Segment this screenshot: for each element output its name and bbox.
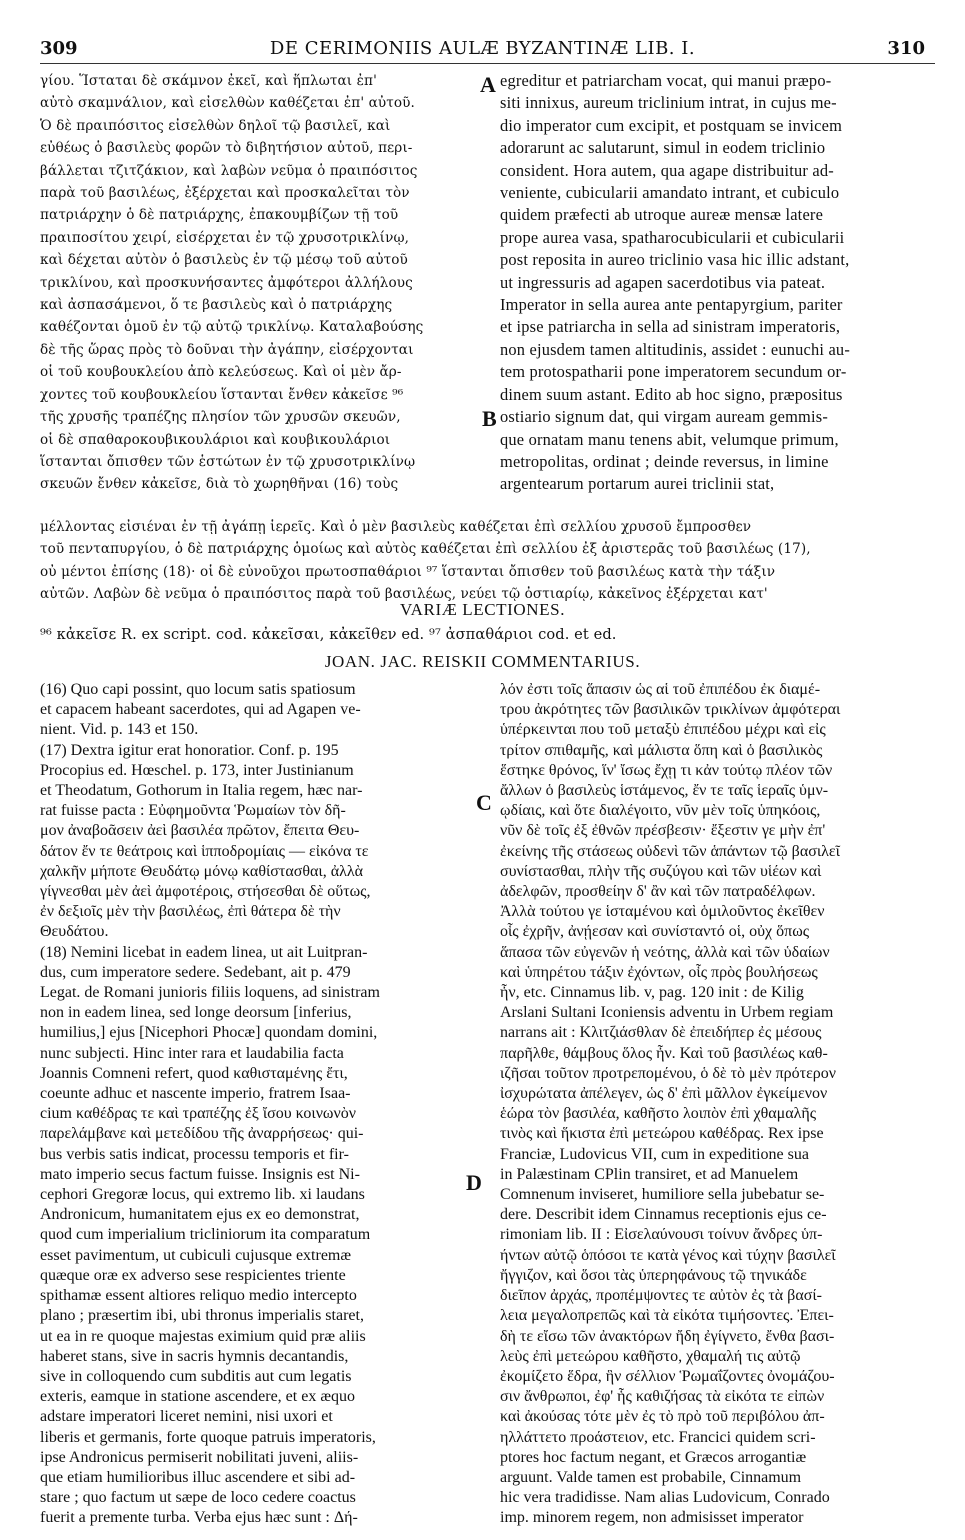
commentary-line: συνίστασθαι, πλὴν τῆς συζύγου καὶ τῶν υἱέων καὶ <box>500 862 822 880</box>
margin-marker-b: B <box>482 406 497 431</box>
latin-text-line: metropolitas, ordinat ; deinde reversus, in limine <box>500 451 829 471</box>
commentary-line: bus verbis satis indicat, processu temporis et fir- <box>40 1145 349 1163</box>
commentary-line: haberet stans, sive in sacris hymnis decantandis, <box>40 1347 349 1365</box>
commentary-left-column <box>40 680 480 1529</box>
commentary-line: οἷς ἐχρῆν, ἀνῄεσαν καὶ συνίσταντό οἱ, οὐχ ὅπως <box>500 923 810 941</box>
latin-text-line: ostiario signum dat, qui virgam auream gemmis- <box>500 407 829 427</box>
greek-full-width-text <box>40 516 930 606</box>
commentary-line: (16) Quo capi possint, quo locum satis spatiosum <box>40 681 356 698</box>
commentary-line: Arslani Sultani Iconiensis adventu in Urbem regiam <box>500 1004 834 1022</box>
latin-text-line: que ornatam manu tenens abit, velumque primum, <box>500 429 839 449</box>
commentary-line: cephori Gregoræ locus, qui extremo lib. xi laudans <box>40 1186 365 1204</box>
latin-translation-column <box>500 70 930 496</box>
variant-readings: ⁹⁶ κἀκεῖσε R. ex script. cod. κἀκεῖσαι, κἀκεῖθεν ed. ⁹⁷ ἀσπαθάριοι cod. et ed. <box>40 626 617 643</box>
greek-text-column <box>40 70 480 496</box>
greek-text-line: παρὰ τοῦ βασιλέως, ἐξέρχεται καὶ προσκαλεῖται τὸν <box>40 185 410 202</box>
commentary-line: λεὺς ἐπὶ μετεώρου καθῆστο, χθαμαλή τις αὐτῷ <box>500 1347 801 1365</box>
greek-text-line: πατριάρχην ὁ δὲ πατριάρχης, ἐπακουμβίζων τῇ τοῦ <box>40 207 399 224</box>
greek-text-line: χοντες τοῦ κουβουκλείου ἵστανται ἔνθεν κἀκεῖσε ⁹⁶ <box>40 386 404 403</box>
commentary-line: ὑπέρκεινται που τοῦ μεταξὺ ἐπιπέδου μέχρι καὶ εἰς <box>500 721 826 739</box>
variae-lectiones-heading: VARIÆ LECTIONES. <box>399 600 566 619</box>
commentary-line: et capacem habeant sacerdotes, qui ad Agapen ve- <box>40 701 361 719</box>
greek-full-line: οὐ μέντοι ἐπίσης (18)· οἱ δὲ εὐνοῦχοι πρωτοσπαθάριοι ⁹⁷ ἵστανται ὄπισθεν τοῦ βασιλέως κατὰ τὴν τάξιν <box>40 563 776 580</box>
commentary-line: cium καθέδρας τε καὶ τραπέζης ἐξ ἴσου κοινωνὸν <box>40 1105 356 1123</box>
commentary-line: plano ; præsertim ibi, ubi thronus imperialis staret, <box>40 1307 364 1325</box>
commentary-line: Franciæ, Ludovicus VII, cum in expeditione sua <box>500 1145 809 1163</box>
margin-marker-a: A <box>480 72 496 97</box>
commentary-line: coeunte adhuc et nascente imperio, fratrem Isaa- <box>40 1085 351 1103</box>
greek-text-line: αὐτὸ σκαμνάλιον, καὶ εἰσελθὼν καθέζεται ἐπ' αὐτοῦ. <box>40 95 415 112</box>
commentary-line: ῳδίαις, καὶ ὅτε διαλέγοιτο, νῦν μὲν τοῖς ὑπηκόοις, <box>500 802 821 820</box>
commentary-line: hic vera tradidisse. Nam alias Ludovicum, Conrado <box>500 1489 830 1507</box>
commentary-line: quod cum imperialium tricliniorum ita comparatum <box>40 1226 371 1244</box>
commentary-line: dus, cum imperatore sedere. Sedebant, ait p. 479 <box>40 963 351 981</box>
commentary-line: ἕστηκε θρόνος, ἵν' ἴσως ἔχῃ τι κἀν τούτῳ πλέον τῶν <box>500 761 833 779</box>
margin-marker-c: C <box>476 790 492 815</box>
commentary-line: χαλκῆν μήποτε Θευδάτῳ μόνῳ καθίστασθαι, ἀλλὰ <box>40 862 363 880</box>
commentary-line: Ἀλλὰ τούτου γε ἱσταμένου καὶ ὁμιλοῦντος ἐκεῖθεν <box>500 903 825 921</box>
commentary-line: καὶ ὑπηρέτου τάξιν ἐχόντων, οἷς πρὸς βουλήσεως <box>500 963 818 981</box>
header-rule <box>40 63 935 64</box>
latin-text-line: veniente, cubicularii amandato intrant, et cubiculo <box>500 183 840 203</box>
commentary-line: Comnenum inviseret, humiliore sella jubebatur se- <box>500 1186 825 1204</box>
greek-text-line: σκευῶν ἔνθεν κἀκεῖσε, διὰ τὸ χωρηθῆναι (16) τοὺς <box>40 476 399 493</box>
commentary-line: liberis et germanis, forte quoque patruis imperatoris, <box>40 1428 376 1446</box>
commentary-line: δάτον ἔν τε θεάτροις καὶ ἱπποδρομίαις — εἰκόνα τε <box>40 842 369 860</box>
greek-full-line: τοῦ πενταπυργίου, ὁ δὲ πατριάρχης ὁμοίως καὶ αὐτὸς καθέζεται ἐπὶ σελλίου ἐξ ἀριστερᾶς τοῦ βασιλέως (17), <box>40 541 811 558</box>
commentary-line: Legat. de Romani junioris filiis loquens, ad sinistram <box>40 984 380 1002</box>
commentary-line: τινὸς καὶ ἥκιστα ἐπὶ μετεώρου καθέδρας. Rex ipse <box>500 1125 824 1143</box>
commentary-heading: JOAN. JAC. REISKII COMMENTARIUS. <box>324 652 641 671</box>
commentary-line: esset pavimentum, ut cubiculi cujusque extremæ <box>40 1246 352 1264</box>
commentary-line: ut ea in re quoque majestas eximium quid præ aliis <box>40 1327 366 1345</box>
latin-text-line: adorarunt ac salutarunt, simul in eodem triclinio <box>500 138 826 158</box>
commentary-line: non in eadem linea, sed longe deorsum [inferius, <box>40 1004 352 1022</box>
commentary-line: Θευδάτου. <box>40 923 109 941</box>
commentary-line: ἐν δεξιοῖς μὲν τὴν βασιλέως, ἐπὶ θάτερα δὲ τὴν <box>40 903 341 921</box>
latin-text-line: prope aurea vasa, spatharocubicularii et cubicularii <box>500 227 845 247</box>
commentary-line: ἅπασα τῶν εὐγενῶν ἡ νεότης, ἀλλὰ καὶ τῶν ὑδαίων <box>500 943 830 961</box>
latin-text-line: post reposita in aureo triclinio vasa hic illic adstant, <box>500 250 850 270</box>
commentary-line: Andronicum, humanitatem ejus ex eo demonstrat, <box>40 1206 360 1224</box>
commentary-line: ἑώρα τὸν βασιλέα, καθῆστο λοιπὸν ἐπὶ χθαμαλῆς <box>500 1105 817 1123</box>
latin-text-line: egreditur et patriarcham vocat, qui manui præpo- <box>500 71 832 90</box>
commentary-line: λεια μεγαλοπρεπῶς καὶ τὰ εἰκότα τιμήσοντες. Ἐπει- <box>500 1307 834 1325</box>
greek-text-line: τῆς χρυσῆς τραπέζης πλησίον τῶν χρυσῶν σκευῶν, <box>40 409 401 426</box>
commentary-line: (18) Nemini licebat in eadem linea, ut ait Luitpran- <box>40 943 368 961</box>
commentary-line: ἐκομίζετο ἕδρα, ἣν σέλλιον Ῥωμαΐζοντες ὀνομάζου- <box>500 1367 835 1385</box>
commentary-line: rimoniam lib. II : Εἰσελαύνουσι τοίνυν ἄνδρες ὑπ- <box>500 1226 823 1244</box>
greek-text-line: καθέζονται ὁμοῦ ἐν τῷ αὐτῷ τρικλίνῳ. Καταλαβούσης <box>40 319 424 336</box>
latin-text-line: quidem præfecti ab utroque aureæ mensæ latere <box>500 205 824 225</box>
commentary-line: ptores hoc factum negant, et Græcos arrogantiæ <box>500 1448 807 1466</box>
latin-text-line: dio imperator cum excipit, et postquam se invicem <box>500 115 843 135</box>
latin-text-line: consident. Hora autem, qua agape distribuitur ad- <box>500 160 834 180</box>
greek-text-line: πραιποσίτου χειρί, εἰσέρχεται ἐν τῷ χρυσοτρικλίνῳ, <box>40 229 410 246</box>
latin-text-line: ut ingressuris ad agapen sacerdotibus via pateat. <box>500 272 826 292</box>
commentary-line: imp. minorem regem, non admisisset imperator <box>500 1509 804 1527</box>
commentary-line: fuerit a premente turba. Verba ejus hæc sunt : Δή- <box>40 1509 358 1527</box>
greek-full-line: αὐτῶν. Λαβὼν δὲ νεῦμα ὁ πραιπόσιτος παρὰ τοῦ βασιλέως, νεύει τῷ ὀστιαρίῳ, κἀκεῖνος ἐξέρχεται κατ' <box>40 586 768 603</box>
commentary-line: sive in colloquendo cum subditis aut cum legatis <box>40 1367 352 1385</box>
commentary-line: ηλλάττετο προάστειον, etc. Francici quidem scri- <box>500 1428 816 1446</box>
commentary-line: que etiam humilioribus illuc ascendere et sibi ad- <box>40 1468 356 1486</box>
greek-text-line: οἱ τοῦ κουβουκλείου ἀπὸ κελεύσεως. Καὶ οἱ μὲν ἄρ- <box>40 364 402 381</box>
commentary-line: τρου ἀκρότητες τῶν βασιλικῶν τρικλίνων ἀμφότεραι <box>500 701 841 719</box>
commentary-line: μον ἀναβοᾶσειν ἀεὶ βασιλέα πρῶτον, ἔπειτα Θευ- <box>40 822 360 840</box>
commentary-line: narrans ait : Κλιτζιάσθλαν δὲ ἐπειδήπερ ἐς μέσους <box>500 1024 822 1042</box>
greek-text-line: Ὁ δὲ πραιπόσιτος εἰσελθὼν δηλοῖ τῷ βασιλεῖ, καὶ <box>40 117 391 134</box>
commentary-line: stare ; quo factum ut sæpe de loco cedere coactus <box>40 1489 356 1507</box>
greek-full-line: μέλλοντας εἰσιέναι ἐν τῇ ἀγάπῃ ἱερεῖς. Καὶ ὁ μὲν βασιλεὺς καθέζεται ἐπὶ σελλίου χρυσοῦ ἔμπροσθεν <box>40 519 752 535</box>
greek-text-line: ἵστανται ὄπισθεν τῶν ἑστώτων ἐν τῷ χρυσοτρικλίνῳ <box>40 453 416 470</box>
page-number-left: 309 <box>40 38 78 59</box>
latin-text-line: et ipse patriarcha in sella ad sinistram imperatoris, <box>500 317 841 337</box>
latin-text-line: dinem suum astant. Edito ab hoc signo, præpositus <box>500 384 843 404</box>
greek-text-line: τρικλίνου, καὶ προσκυνήσαντες ἀμφότεροι ἀλλήλους <box>40 274 413 291</box>
commentary-line: mato imperio secus factum fuisse. Insignis est Ni- <box>40 1165 360 1183</box>
commentary-right-column <box>500 680 930 1529</box>
commentary-line: ἀδελφῶν, προσθείην δ' ἂν καὶ τῶν πατραδέλφων. <box>500 883 816 901</box>
commentary-line: rat fuisse pacta : Εὐφημοῦντα Ῥωμαίων τὸν δῆ- <box>40 802 346 820</box>
commentary-line: nunc subjecti. Hinc inter rara et laudabilia facta <box>40 1044 344 1062</box>
commentary-line: adstare imperatori liceret nemini, nisi uxori et <box>40 1408 333 1426</box>
latin-text-line: non ejusdem tamen altitudinis, assidet : eunuchi au- <box>500 339 850 359</box>
commentary-line: λόν ἐστι τοῖς ἅπασιν ὡς αἱ τοῦ ἐπιπέδου ἐκ διαμέ- <box>500 681 821 698</box>
page-number-right: 310 <box>887 38 925 59</box>
commentary-line: ipse Andronicus permiserit nobilitati juveni, aliis- <box>40 1448 359 1466</box>
commentary-line: ἰσχυρώτατα ἀπέλεγεν, ὡς δ' ἐπὶ μᾶλλον ἐγκείμενον <box>500 1085 828 1103</box>
commentary-line: et Theodatum, Gothorum in Italia regem, hæc nar- <box>40 782 363 800</box>
commentary-line: dere. Describit idem Cinnamus receptionis ejus ce- <box>500 1206 827 1224</box>
greek-text-line: καὶ δέχεται αὐτὸν ὁ βασιλεὺς ἐν τῷ μέσῳ τοῦ αὐτοῦ <box>40 252 408 269</box>
commentary-line: νῦν δὲ τοῖς ἐξ ἐθνῶν πρέσβεσιν· ἔξεστιν γε μὴν ἐπ' <box>500 822 826 840</box>
commentary-line: ήντων αὐτῷ ὁπόσοι τε κατὰ γένος καὶ τύχην βασιλεῖ <box>500 1246 836 1264</box>
latin-text-line: tem protospatharii pone imperatorem secundum or- <box>500 362 847 382</box>
commentary-line: δὴ τε εἴσω τῶν ἀνακτόρων ἤδη ἐγίγνετο, ἔνθα βασι- <box>500 1327 835 1345</box>
running-title: DE CERIMONIIS AULÆ BYZANTINÆ LIB. I. <box>269 38 696 59</box>
commentary-line: καὶ ἀκούσας τότε μὲν ἐς τὸ πρὸ τοῦ περιβόλου ἀπ- <box>500 1408 825 1426</box>
commentary-line: ἦν, etc. Cinnamus lib. v, pag. 120 init : de Kilig <box>500 984 804 1002</box>
latin-text-line: siti innixus, aureum triclinium intrat, in cujus me- <box>500 93 837 113</box>
commentary-line: arguunt. Valde tamen est probabile, Cinnamum <box>500 1468 802 1486</box>
commentary-line: ἐκείνης τῆς στάσεως οὐδενὶ τῶν ἁπάντων τῷ βασιλεῖ <box>500 842 840 860</box>
commentary-line: humilius,] ejus [Nicephori Phocæ] quondam domini, <box>40 1024 378 1042</box>
commentary-line: ἄλλων ὁ βασιλεὺς ἱστάμενος, ἔν τε ταῖς ἱεραῖς ὑμν- <box>500 782 829 800</box>
greek-text-line: δὲ τῆς ὥρας πρὸς τὸ δοῦναι τὴν ἀγάπην, εἰσέρχονται <box>40 341 414 358</box>
greek-text-line: εὐθέως ὁ βασιλεὺς φορῶν τὸ διβητήσιον αὐτοῦ, περι- <box>40 140 413 157</box>
greek-text-line: γίου. Ἵσταται δὲ σκάμνον ἐκεῖ, καὶ ἥπλωται ἐπ' <box>40 73 377 89</box>
commentary-line: γίγνεσθαι μὲν ἀεὶ ἀμφοτέροις, στήσεσθαι δὲ οὕτως, <box>40 883 371 901</box>
greek-text-line: καὶ ἀσπασάμενοι, ὅ τε βασιλεὺς καὶ ὁ πατριάρχης <box>40 297 393 314</box>
commentary-line: quæque oræ ex adverso sese respicientes triente <box>40 1266 346 1284</box>
margin-marker-d: D <box>466 1170 482 1195</box>
commentary-line: σιν ἄνθρωποι, ἐφ' ἧς καθιζήσας τὰ εἰκότα τε εἰπὼν <box>500 1388 825 1406</box>
commentary-line: (17) Dextra igitur erat honoratior. Conf. p. 195 <box>40 741 339 759</box>
latin-text-line: argentearum portarum aurei triclinii stat, <box>500 474 775 494</box>
commentary-line: παρελάμβανε καὶ μετεδίδου τῆς ἀναρρήσεως· qui- <box>40 1125 364 1143</box>
commentary-line: τρίτον σπιθαμῆς, καὶ μάλιστα ὅπη καὶ ὁ βασιλικὸς <box>500 741 823 759</box>
commentary-line: διεῖπον ἀρχάς, προπέμψοντες τε αὐτὸν ἐς τὰ βασί- <box>500 1287 822 1305</box>
commentary-line: Joannis Comneni refert, quod καθισταμένης ἔτι, <box>40 1064 348 1082</box>
latin-text-line: Imperator in sella aurea ante pentapyrgium, pariter <box>500 295 843 315</box>
commentary-line: spithamæ essent altiores reliquo medio intercepto <box>40 1287 357 1305</box>
commentary-line: παρῆλθε, θάμβους ὅλος ἦν. Καὶ τοῦ βασιλέως καθ- <box>500 1044 828 1062</box>
greek-text-line: οἱ δὲ σπαθαροκουβικουλάριοι καὶ κουβικουλάριοι <box>40 431 391 448</box>
commentary-line: exteris, eamque in statione ascendere, et ex æquo <box>40 1388 355 1406</box>
commentary-line: in Palæstinam CPlin transiret, et ad Manuelem <box>500 1165 799 1183</box>
commentary-line: ἤγγιζον, καὶ ὅσοι τὰς ὑπερηφάνους τῷ τηνικάδε <box>500 1266 807 1284</box>
commentary-line: Procopius ed. Hœschel. p. 173, inter Justinianum <box>40 761 354 779</box>
greek-text-line: βάλλεται τζιτζάκιον, καὶ λαβὼν νεῦμα ὁ πραιπόσιτος <box>40 162 418 179</box>
commentary-line: nient. Vid. p. 143 et 150. <box>40 721 199 739</box>
commentary-line: ιζῆσαι τοῦτον προτρεπομένου, ὁ δὲ τὸ μὲν πρότερον <box>500 1064 836 1082</box>
